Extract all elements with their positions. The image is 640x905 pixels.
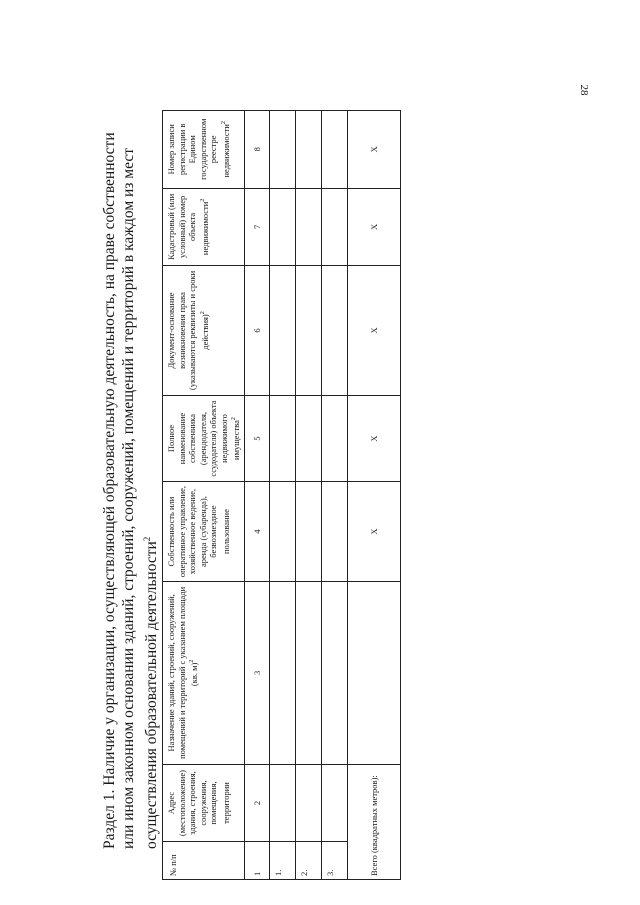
column-number: 6	[245, 266, 270, 396]
header-cell-ownership: Собственность или оперативное управление, хозяйственное ведение, аренда (субаренда), безвозмездное пользование	[163, 482, 245, 582]
column-number: 3	[245, 581, 270, 764]
table-cell	[296, 482, 322, 582]
column-number: 5	[245, 395, 270, 481]
table-cell	[322, 266, 348, 396]
table-cell	[270, 395, 296, 481]
property-table	[162, 110, 401, 880]
row-number: 1.	[270, 842, 296, 880]
column-number: 8	[245, 111, 270, 189]
row-number: 3.	[322, 842, 348, 880]
table-cell	[270, 764, 296, 842]
table-cell	[296, 188, 322, 266]
table-cell	[322, 395, 348, 481]
header-cell-address: Адрес (местоположение) здания, строения, сооружения, помещения, территории	[163, 764, 245, 842]
table-row	[270, 111, 296, 880]
row-number: 2.	[296, 842, 322, 880]
header-cell-number: № п/п	[163, 842, 245, 880]
column-number: 4	[245, 482, 270, 582]
section-heading-text: Раздел 1. Наличие у организации, осуществляющей образовательную деятельность, на праве собственности или ином законном основании зданий, строений, сооружений, помещений и территорий в каждом из мест осуществления образовательной деятельности	[101, 132, 161, 849]
table-cell	[270, 581, 296, 764]
page-number: 28	[578, 84, 590, 96]
total-cell: X	[348, 395, 401, 481]
total-row	[348, 111, 401, 880]
table-cell	[296, 764, 322, 842]
table-cell	[322, 111, 348, 189]
header-cell-purpose: Назначение зданий, строений, сооружений, помещений и территорий с указанием площади (кв. м)$^2$	[163, 581, 245, 764]
table-cell	[322, 482, 348, 582]
table-cell	[322, 764, 348, 842]
table-cell	[322, 581, 348, 764]
table-cell	[270, 482, 296, 582]
total-label: Всего (квадратных метров):	[348, 764, 401, 879]
total-cell: X	[348, 111, 401, 189]
total-cell: X	[348, 266, 401, 396]
table-cell	[270, 188, 296, 266]
landscape-content	[100, 95, 460, 895]
table-cell	[296, 266, 322, 396]
section-heading-footnote: 2	[142, 536, 152, 542]
header-cell-owner-name: Полное наименование собственника (арендодателя, ссудодателя) объекта недвижимого имущества$^2$	[163, 395, 245, 481]
table-header-row	[163, 111, 245, 880]
table-cell	[322, 188, 348, 266]
table-cell	[296, 111, 322, 189]
header-cell-registry: Номер записи регистрации в Едином государственном реестре недвижимости$^2$	[163, 111, 245, 189]
total-cell: X	[348, 482, 401, 582]
header-cell-cadastral: Кадастровый (или условный) номер объекта недвижимости$^2$	[163, 188, 245, 266]
header-cell-document: Документ-основание возникновения права (указываются реквизиты и сроки действия)$^2$	[163, 266, 245, 396]
column-number: 2	[245, 764, 270, 842]
table-row	[322, 111, 348, 880]
table-cell	[270, 266, 296, 396]
column-number-row	[245, 111, 270, 880]
table-row	[296, 111, 322, 880]
total-cell: X	[348, 188, 401, 266]
table-cell	[270, 111, 296, 189]
section-heading	[100, 115, 161, 849]
table-cell	[296, 395, 322, 481]
property-table-container	[162, 110, 401, 880]
table-cell	[296, 581, 322, 764]
column-number: 7	[245, 188, 270, 266]
column-number: 1	[245, 842, 270, 880]
total-cell	[348, 581, 401, 764]
